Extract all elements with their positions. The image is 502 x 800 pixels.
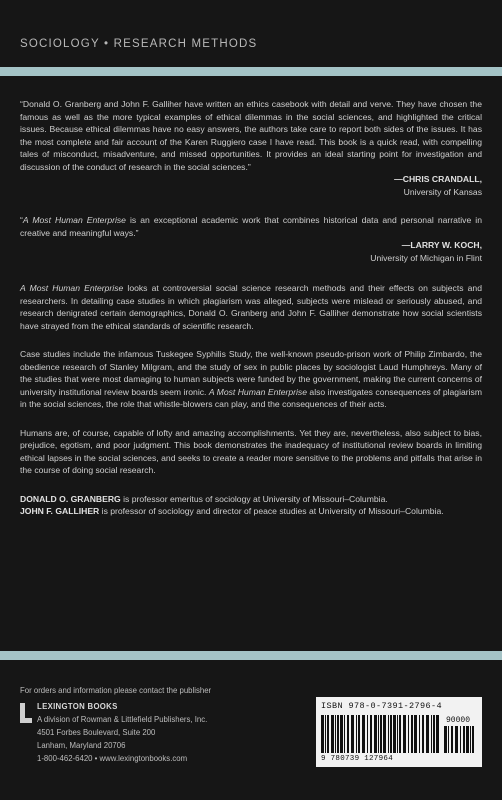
blurb-quote: “Donald O. Granberg and John F. Galliher have written an ethics casebook with detail and verve. They have chosen the famous as well as the more typical examples of ethical dilemmas in the social sciences, and highlighted the critical issues. Because ethical dilemmas have no easy answers, the authors take care to report both sides of the issues. It has the most complete and fair account of the Karen Ruggiero case I have read. This book is a quick read, with compelling tales of misconduct, misadventure, and missed opportunities. It provides an ideal starting point for investigation and discussion of the conduct of research in the social sciences.” <box>20 99 482 172</box>
description-paragraph: Humans are, of course, capable of lofty and amazing accomplishments. Yet they are, nevertheless, also subject to bias, prejudice, egotism, and poor judgment. This book demonstrates the inadequacy of institutional review boards in limiting ethical lapses in the social sciences, and seeks to create a reader more sensitive to the problems and pitfalls that arise in the course of doing social research. <box>20 427 482 475</box>
blurb-affiliation: University of Kansas <box>403 186 482 197</box>
publisher-street: 4501 Forbes Boulevard, Suite 200 <box>37 728 156 737</box>
blurb-attribution <box>20 173 482 198</box>
top-accent-band <box>0 67 502 76</box>
publisher-name: LEXINGTON BOOKS <box>37 702 118 711</box>
isbn-label: ISBN 978-0-7391-2796-4 <box>321 701 443 711</box>
author-bio: DONALD O. GRANBERG is professor emeritus of sociology at University of Missouri–Columbia. <box>20 493 388 504</box>
blurb-quote: “A Most Human Enterprise is an exceptional academic work that combines historical data and personal narrative in creative and meaningful ways.” <box>20 215 482 238</box>
description-paragraph: Case studies include the infamous Tuskegee Syphilis Study, the well-known pseudo-prison work of Philip Zimbardo, the obedience research of Stanley Milgram, and the study of sex in public places by sociologist Laud Humphreys. Many of the studies that were most damaging to human subjects were funded by the government, making the current concerns of university institutional review boards seem ironic. A Most Human Enterprise also investigates consequences of plagiarism in the social sciences, the role that whistle-blowers can play, and the consequences of their acts. <box>20 349 482 409</box>
publisher-contact: 1-800-462-6420 • www.lexingtonbooks.com <box>37 754 188 763</box>
blurb-author: —CHRIS CRANDALL, <box>394 174 482 184</box>
back-cover-text <box>20 98 482 518</box>
barcode-main-icon <box>321 715 439 753</box>
description-paragraph: A Most Human Enterprise looks at controversial social science research methods and their effects on subjects and researchers. In detailing case studies in which plagiarism was alleged, subjects were mislead or seriously abused, and research denigrated certain demographics, Donald O. Granberg and John F. Galliher demonstrate how social scientists have strayed from the ethical standards of scientific research. <box>20 283 482 331</box>
contact-line: For orders and information please contact the publisher <box>20 686 212 695</box>
blurb-author: —LARRY W. KOCH, <box>401 240 482 250</box>
bottom-accent-band <box>0 651 502 660</box>
publisher-footer <box>20 684 320 765</box>
blurb-attribution <box>20 239 482 264</box>
publisher-city: Lanham, Maryland 20706 <box>37 741 126 750</box>
barcode-box <box>316 697 482 767</box>
blurb-affiliation: University of Michigan in Flint <box>370 252 482 263</box>
author-bio: JOHN F. GALLIHER is professor of sociology and director of peace studies at University of Missouri–Columbia. <box>20 506 444 516</box>
publisher-logo-icon <box>20 703 32 725</box>
barcode-addon-number: 90000 <box>446 716 471 725</box>
publisher-division: A division of Rowman & Littlefield Publishers, Inc. <box>37 715 208 724</box>
category-label: SOCIOLOGY • RESEARCH METHODS <box>20 38 258 50</box>
barcode-digits: 9 780739 127964 <box>321 755 394 763</box>
